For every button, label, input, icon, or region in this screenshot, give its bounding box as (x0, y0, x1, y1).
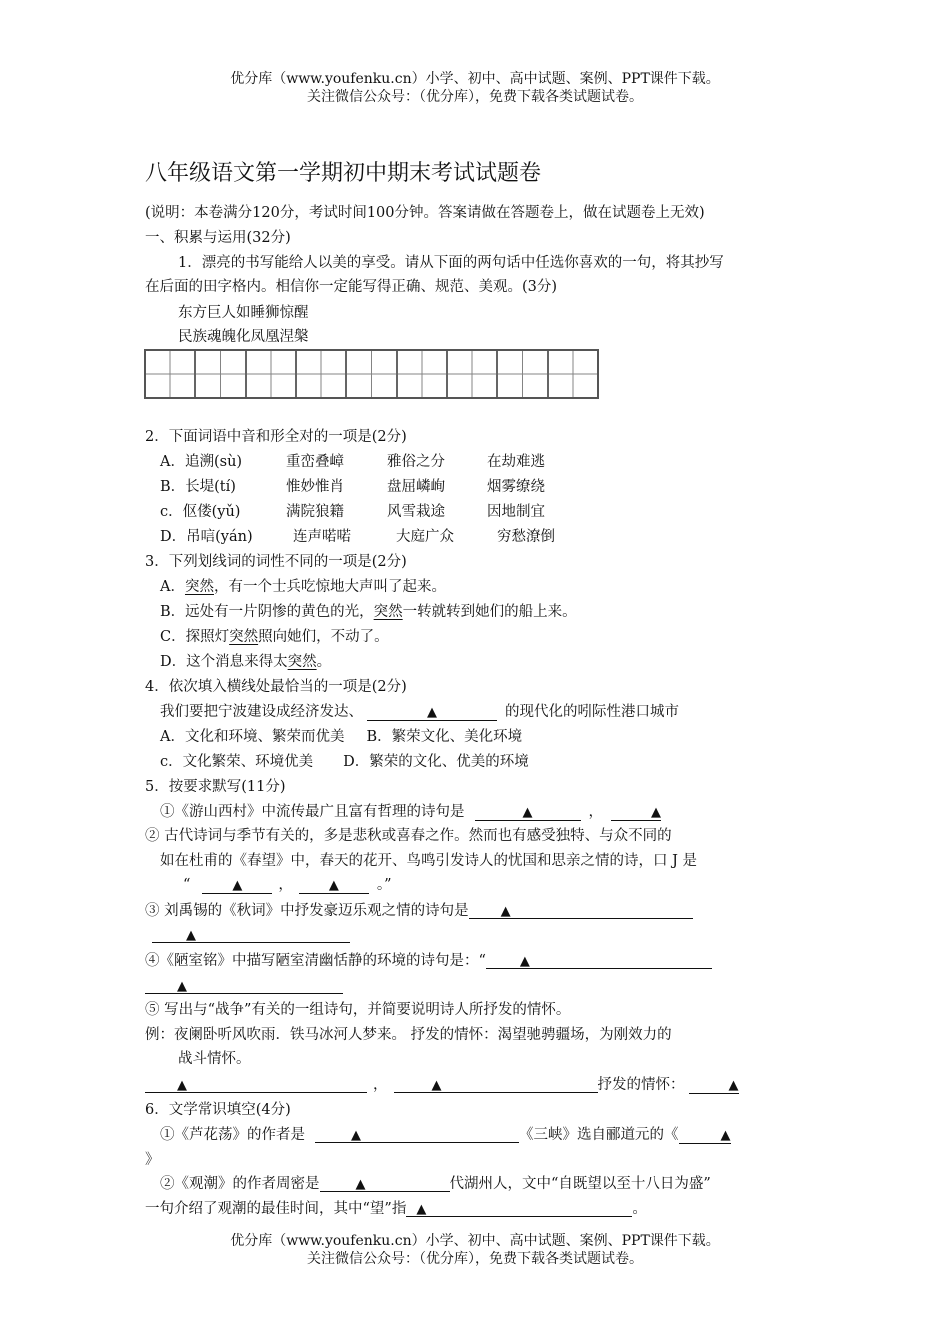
q6-p2-blank-2[interactable] (406, 1199, 632, 1217)
q6-p2-blank-1[interactable] (320, 1174, 450, 1192)
triangle-marker-icon: ▲ (186, 928, 196, 943)
q3-d-rest: 。 (316, 654, 332, 670)
q3-c-pre: C．探照灯 (160, 629, 230, 645)
q5-p3-text: ③ 刘禹锡的《秋词》中抒发豪迈乐观之情的诗句是 (145, 903, 469, 919)
q4-sentence-pre: 我们要把宁波建设成经济发达、 (160, 704, 363, 720)
q5-p5-blank-1[interactable] (145, 1075, 367, 1093)
triangle-marker-icon: ▲ (351, 1128, 361, 1143)
q6-part-1 (160, 1125, 731, 1145)
grid-cell[interactable] (347, 351, 397, 397)
q4-option-d: D．繁荣的文化、优美的环境 (343, 754, 529, 770)
q2-c-word-1: c．伛偻(yǔ) (160, 504, 241, 520)
footer-line-1: 优分库（www.youfenku.cn）小学、初中、高中试题、案例、PPT课件下载。 (230, 1233, 720, 1249)
header-line-1: 优分库（www.youfenku.cn）小学、初中、高中试题、案例、PPT课件下载。 (230, 71, 720, 87)
triangle-marker-icon: ▲ (177, 1078, 187, 1093)
q4-options-cd (160, 752, 529, 772)
q1-stem-line2: 在后面的田字格内。相信你一定能写得正确、规范、美观。(3分) (145, 279, 558, 295)
q5-p2-close-quote: 。” (376, 877, 392, 893)
triangle-marker-icon: ▲ (500, 904, 511, 919)
q5-p2-comma: ， (278, 877, 293, 893)
writing-grid[interactable] (144, 349, 599, 399)
q5-p3-line2 (152, 925, 350, 945)
grid-cell[interactable] (498, 351, 548, 397)
q4-option-c: c．文化繁荣、环境优美 (160, 754, 314, 770)
q2-d-word-4: 穷愁潦倒 (497, 529, 555, 545)
q3-c-rest: 照向她们，不动了。 (258, 629, 389, 645)
q2-b-word-2: 惟妙惟肖 (286, 479, 344, 495)
q5-p4-blank-2[interactable] (145, 976, 343, 994)
grid-cell[interactable] (398, 351, 448, 397)
q5-p2-line1: ② 古代诗词与季节有关的，多是悲秋或喜春之作。然而也有感受独特、与众不同的 (145, 828, 672, 844)
q5-p1-text: ①《游山西村》中流传最广且富有哲理的诗句是 (160, 804, 465, 820)
q2-b-word-4: 烟雾缭绕 (487, 479, 545, 495)
triangle-marker-icon: ▲ (519, 954, 530, 969)
q2-a-word-1: A．追溯(sù) (160, 454, 243, 470)
q3-a-underlined: 突然 (184, 579, 214, 595)
q5-p2-blank-2[interactable] (299, 875, 369, 894)
q3-option-c (160, 627, 389, 647)
section-heading-1: 一、积累与运用(32分) (145, 230, 291, 246)
q6-p2-line2-text: 一句介绍了观潮的最佳时间，其中“望”指 (145, 1201, 407, 1217)
q2-c-word-2: 满院狼籍 (286, 504, 344, 520)
q6-p2-text: ②《观潮》的作者周密是 (160, 1176, 320, 1192)
q6-p1-blank-1[interactable] (315, 1125, 519, 1143)
q4-blank[interactable] (367, 702, 497, 721)
q6-part-2 (160, 1174, 711, 1194)
triangle-marker-icon: ▲ (720, 1128, 731, 1143)
q1-stem-line1: 1．漂亮的书写能给人以美的享受。请从下面的两句话中任选你喜欢的一句，将其抄写 (178, 255, 724, 271)
q6-p1-blank-2[interactable] (679, 1125, 731, 1144)
q2-a-word-2: 重峦叠嶂 (286, 454, 344, 470)
q3-d-pre: D．这个消息来得太 (160, 654, 288, 670)
q2-stem: 2．下面词语中音和形全对的一项是(2分) (145, 429, 407, 445)
q4-option-b: B．繁荣文化、美化环境 (366, 729, 523, 745)
triangle-marker-icon: ▲ (177, 979, 187, 994)
q3-stem: 3．下列划线词的词性不同的一项是(2分) (145, 554, 407, 570)
grid-cell[interactable] (247, 351, 297, 397)
triangle-marker-icon: ▲ (328, 878, 339, 893)
q5-example-line2: 战斗情怀。 (178, 1051, 251, 1067)
q5-p4-blank-1[interactable] (486, 951, 712, 969)
q2-a-word-4: 在劫难逃 (487, 454, 545, 470)
q6-p2-line2 (145, 1199, 647, 1219)
q2-c-word-3: 风雪栽途 (387, 504, 445, 520)
q5-example-line1: 例：夜阑卧听风吹雨．铁马冰河人梦来。 抒发的情怀：渴望驰骋疆场，为刚效力的 (145, 1027, 672, 1043)
q5-p2-blank-1[interactable] (202, 875, 272, 894)
q5-p5-blank-2[interactable] (394, 1075, 598, 1093)
q5-part-4 (145, 951, 712, 971)
q2-b-word-1: B．长堤(tí) (160, 479, 236, 495)
q5-p5-feeling-label: 抒发的情怀： (597, 1077, 685, 1093)
q5-p5-answer (145, 1075, 739, 1095)
q5-part-1 (160, 802, 661, 822)
q2-a-word-3: 雅俗之分 (387, 454, 445, 470)
q4-sentence-post: 的现代化的吲际性港口城市 (505, 704, 679, 720)
q6-p1-text: ①《芦花荡》的作者是 (160, 1127, 305, 1143)
q5-p1-blank-2[interactable] (611, 802, 661, 821)
triangle-marker-icon: ▲ (431, 1078, 442, 1093)
header-line-2: 关注微信公众号：（优分库），免费下载各类试题试卷。 (307, 89, 643, 105)
grid-cell[interactable] (297, 351, 347, 397)
q3-option-a (160, 577, 446, 597)
q3-a-rest: ，有一个士兵吃惊地大声叫了起来。 (213, 579, 446, 595)
q2-d-word-1: D．吊唁(yán) (160, 529, 253, 545)
q5-p3-blank-1[interactable] (469, 901, 693, 919)
q5-p3-blank-2[interactable] (152, 925, 350, 943)
q5-stem: 5．按要求默写(11分) (145, 779, 286, 795)
q3-b-rest: 一转就转到她们的船上来。 (402, 604, 577, 620)
triangle-marker-icon: ▲ (427, 705, 437, 720)
q5-p2-blanks (183, 875, 392, 895)
q5-p2-line2: 如在杜甫的《春望》中，春天的花开、鸟鸣引发诗人的忧国和思亲之情的诗，口 J 是 (160, 853, 698, 869)
triangle-marker-icon: ▲ (232, 878, 243, 893)
triangle-marker-icon: ▲ (522, 805, 533, 820)
q2-c-word-4: 因地制宜 (487, 504, 545, 520)
q6-stem: 6．文学常识填空(4分) (145, 1102, 291, 1118)
q1-option-2: 民族魂魄化凤凰涅槃 (178, 329, 309, 345)
q5-p4-line2 (145, 976, 343, 996)
q4-sentence (160, 702, 679, 722)
q5-part-3 (145, 901, 693, 921)
q5-p2-open-quote: “ (183, 877, 191, 893)
q3-c-underlined: 突然 (229, 629, 259, 645)
page-title: 八年级语文第一学期初中期末考试试题卷 (145, 161, 542, 186)
grid-cell[interactable] (196, 351, 246, 397)
q3-b-underlined: 突然 (373, 604, 403, 620)
q5-p1-blank-1[interactable] (475, 802, 581, 821)
q5-p5-comma: ， (373, 1077, 388, 1093)
q3-d-underlined: 突然 (287, 654, 317, 670)
q6-p1-end: 》 (145, 1152, 160, 1168)
q6-p2-end: 。 (632, 1201, 647, 1217)
q3-b-pre: B．远处有一片阴惨的黄色的光， (160, 604, 374, 620)
q5-p5-blank-3[interactable] (689, 1075, 739, 1094)
q2-b-word-3: 盘屈嶙峋 (387, 479, 445, 495)
grid-cell[interactable] (146, 351, 196, 397)
footer-line-2: 关注微信公众号：（优分库），免费下载各类试题试卷。 (307, 1251, 643, 1267)
q2-d-word-3: 大庭广众 (396, 529, 454, 545)
triangle-marker-icon: ▲ (728, 1078, 739, 1093)
q4-options-ab (160, 727, 522, 747)
grid-cell[interactable] (549, 351, 597, 397)
q4-option-a: A．文化和环境、繁荣而优美 (160, 729, 345, 745)
q4-stem: 4．依次填入横线处最恰当的一项是(2分) (145, 679, 407, 695)
q3-option-b (160, 602, 577, 622)
triangle-marker-icon: ▲ (355, 1177, 366, 1192)
q3-option-d (160, 652, 331, 672)
q3-a-label: A． (160, 579, 185, 595)
q6-p1-mid-text: 《三峡》选自郦道元的《 (519, 1127, 679, 1143)
q5-p1-comma: ， (588, 804, 603, 820)
q5-p4-text: ④《陋室铭》中描写陋室清幽恬静的环境的诗句是：“ (145, 953, 486, 969)
q6-p2-mid-text: 代湖州人，文中“自既望以至十八日为盛” (449, 1176, 711, 1192)
triangle-marker-icon: ▲ (651, 805, 661, 820)
q5-part-5: ⑤ 写出与“战争”有关的一组诗句，并简要说明诗人所抒发的情怀。 (145, 1002, 571, 1018)
triangle-marker-icon: ▲ (416, 1202, 427, 1217)
q1-option-1: 东方巨人如睡狮惊醒 (178, 305, 309, 321)
q2-d-word-2: 连声喏喏 (293, 529, 351, 545)
instructions: (说明：本卷满分120分，考试时间100分钟。答案请做在答题卷上，做在试题卷上无效) (145, 205, 705, 221)
grid-cell[interactable] (448, 351, 498, 397)
